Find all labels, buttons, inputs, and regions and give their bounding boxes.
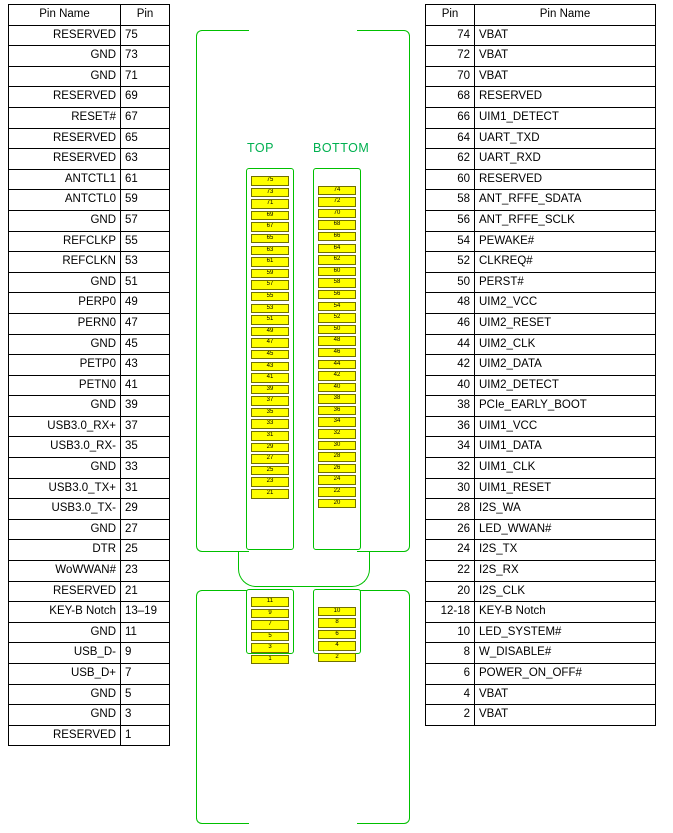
pad-column-top-main	[251, 176, 289, 501]
connector-pad: 5	[251, 632, 289, 642]
table-row	[9, 313, 170, 334]
connector-pad: 74	[318, 186, 356, 196]
connector-pad: 75	[251, 176, 289, 186]
table-row	[9, 46, 170, 67]
table-row	[9, 66, 170, 87]
table-row	[9, 396, 170, 417]
pin-name-cell: USB3.0_TX-	[9, 499, 121, 520]
connector-pad: 48	[318, 336, 356, 346]
pin-number-cell: 1	[121, 725, 170, 746]
connector-pad: 61	[251, 257, 289, 267]
connector-pad: 41	[251, 373, 289, 383]
pin-name-cell: I2S_RX	[475, 561, 656, 582]
pin-name-cell: UIM2_CLK	[475, 334, 656, 355]
connector-pad: 55	[251, 292, 289, 302]
table-row	[9, 622, 170, 643]
connector-pad: 22	[318, 487, 356, 497]
table-row	[426, 437, 656, 458]
table-row	[426, 87, 656, 108]
table-row	[9, 190, 170, 211]
pin-number-cell: 35	[121, 437, 170, 458]
pin-number-cell: 2	[426, 705, 475, 726]
table-row	[9, 169, 170, 190]
right-pin-table	[425, 4, 656, 726]
pin-name-cell: GND	[9, 66, 121, 87]
table-row	[9, 25, 170, 46]
pin-name-cell: POWER_ON_OFF#	[475, 664, 656, 685]
pin-name-cell: I2S_CLK	[475, 581, 656, 602]
table-row	[9, 458, 170, 479]
pin-number-cell: 70	[426, 66, 475, 87]
pin-number-cell: 22	[426, 561, 475, 582]
table-row	[426, 128, 656, 149]
table-row	[9, 705, 170, 726]
table-row	[9, 602, 170, 623]
pin-number-cell: 64	[426, 128, 475, 149]
pin-name-cell: GND	[9, 334, 121, 355]
pin-number-cell: 62	[426, 149, 475, 170]
table-row	[426, 25, 656, 46]
connector-pad: 4	[318, 641, 356, 651]
connector-pad: 10	[318, 607, 356, 617]
connector-pad: 64	[318, 244, 356, 254]
pin-number-cell: 37	[121, 416, 170, 437]
pin-number-cell: 49	[121, 293, 170, 314]
table-row	[426, 375, 656, 396]
pin-name-cell: RESERVED	[9, 581, 121, 602]
table-row	[426, 478, 656, 499]
pin-name-cell: PCIe_EARLY_BOOT	[475, 396, 656, 417]
table-row	[426, 149, 656, 170]
connector-pad: 70	[318, 209, 356, 219]
pin-number-cell: 51	[121, 272, 170, 293]
pin-number-cell: 61	[121, 169, 170, 190]
connector-pad: 36	[318, 406, 356, 416]
table-row	[426, 458, 656, 479]
connector-pad: 54	[318, 302, 356, 312]
table-row	[426, 46, 656, 67]
pin-name-cell: UIM2_RESET	[475, 313, 656, 334]
pin-name-cell: ANT_RFFE_SDATA	[475, 190, 656, 211]
pin-name-cell: UIM1_DETECT	[475, 107, 656, 128]
connector-pad: 25	[251, 466, 289, 476]
pin-name-cell: GND	[9, 46, 121, 67]
connector-pad: 37	[251, 396, 289, 406]
pin-name-cell: VBAT	[475, 705, 656, 726]
pin-number-cell: 65	[121, 128, 170, 149]
connector-pad: 62	[318, 255, 356, 265]
pin-number-cell: 69	[121, 87, 170, 108]
connector-pad: 66	[318, 232, 356, 242]
pin-name-cell: REFCLKP	[9, 231, 121, 252]
pin-name-cell: GND	[9, 684, 121, 705]
label-top-side: TOP	[247, 141, 274, 155]
pin-name-cell: UIM2_VCC	[475, 293, 656, 314]
connector-pad: 45	[251, 350, 289, 360]
pin-name-cell: VBAT	[475, 46, 656, 67]
pin-name-cell: LED_WWAN#	[475, 519, 656, 540]
pin-number-cell: 45	[121, 334, 170, 355]
table-row	[426, 684, 656, 705]
pin-name-cell: ANTCTL1	[9, 169, 121, 190]
connector-pad: 57	[251, 280, 289, 290]
table-row	[9, 149, 170, 170]
connector-pad: 43	[251, 362, 289, 372]
table-row	[9, 107, 170, 128]
pin-name-cell: USB3.0_TX+	[9, 478, 121, 499]
pin-number-cell: 38	[426, 396, 475, 417]
connector-pad: 63	[251, 246, 289, 256]
pin-number-cell: 9	[121, 643, 170, 664]
pin-name-cell: RESERVED	[9, 149, 121, 170]
pin-name-cell: RESERVED	[475, 87, 656, 108]
table-header-row	[426, 5, 656, 26]
connector-pad: 23	[251, 477, 289, 487]
pin-name-cell: CLKREQ#	[475, 252, 656, 273]
pin-name-cell: PERP0	[9, 293, 121, 314]
pin-name-cell: PERST#	[475, 272, 656, 293]
pin-number-cell: 5	[121, 684, 170, 705]
connector-pad: 38	[318, 394, 356, 404]
pin-number-cell: 3	[121, 705, 170, 726]
pin-number-cell: 23	[121, 561, 170, 582]
table-row	[426, 169, 656, 190]
connector-pad: 6	[318, 630, 356, 640]
connector-pad: 30	[318, 441, 356, 451]
pin-number-cell: 10	[426, 622, 475, 643]
connector-pad: 49	[251, 327, 289, 337]
pin-number-cell: 42	[426, 355, 475, 376]
table-row	[426, 561, 656, 582]
pin-number-cell: 71	[121, 66, 170, 87]
column-header-pin-name: Pin Name	[9, 5, 121, 26]
pin-number-cell: 74	[426, 25, 475, 46]
pin-name-cell: LED_SYSTEM#	[475, 622, 656, 643]
connector-pad: 58	[318, 278, 356, 288]
pin-name-cell: GND	[9, 210, 121, 231]
connector-pad: 1	[251, 655, 289, 665]
pin-number-cell: 25	[121, 540, 170, 561]
pin-name-cell: VBAT	[475, 25, 656, 46]
connector-pad: 44	[318, 360, 356, 370]
label-bottom-side: BOTTOM	[313, 141, 370, 155]
connector-pad: 60	[318, 267, 356, 277]
column-header-pin: Pin	[121, 5, 170, 26]
pin-number-cell: 53	[121, 252, 170, 273]
table-row	[426, 540, 656, 561]
table-row	[426, 66, 656, 87]
pin-number-cell: 39	[121, 396, 170, 417]
table-row	[9, 437, 170, 458]
pin-number-cell: 52	[426, 252, 475, 273]
connector-pad: 39	[251, 385, 289, 395]
pin-number-cell: 44	[426, 334, 475, 355]
connector-pad: 7	[251, 620, 289, 630]
table-row	[426, 313, 656, 334]
connector-pad: 72	[318, 197, 356, 207]
connector-pad: 65	[251, 234, 289, 244]
pin-number-cell: 26	[426, 519, 475, 540]
table-row	[426, 107, 656, 128]
pin-name-cell: RESERVED	[9, 725, 121, 746]
pin-name-cell: GND	[9, 705, 121, 726]
pin-name-cell: VBAT	[475, 66, 656, 87]
table-row	[426, 252, 656, 273]
connector-pad: 40	[318, 383, 356, 393]
pin-number-cell: 6	[426, 664, 475, 685]
pin-name-cell: ANT_RFFE_SCLK	[475, 210, 656, 231]
pin-number-cell: 40	[426, 375, 475, 396]
pin-number-cell: 32	[426, 458, 475, 479]
connector-pad: 51	[251, 315, 289, 325]
pin-name-cell: RESERVED	[475, 169, 656, 190]
connector-pad: 56	[318, 290, 356, 300]
table-row	[426, 499, 656, 520]
pin-name-cell: UIM1_VCC	[475, 416, 656, 437]
connector-pad: 27	[251, 454, 289, 464]
pin-number-cell: 30	[426, 478, 475, 499]
table-row	[9, 87, 170, 108]
pin-name-cell: GND	[9, 272, 121, 293]
pin-name-cell: RESET#	[9, 107, 121, 128]
table-row	[9, 499, 170, 520]
pin-number-cell: 46	[426, 313, 475, 334]
pad-column-bottom-main	[318, 176, 356, 510]
pin-name-cell: ANTCTL0	[9, 190, 121, 211]
table-row	[9, 210, 170, 231]
table-row	[426, 602, 656, 623]
table-row	[9, 684, 170, 705]
pin-number-cell: 12-18	[426, 602, 475, 623]
pin-number-cell: 57	[121, 210, 170, 231]
pin-name-cell: W_DISABLE#	[475, 643, 656, 664]
pin-number-cell: 33	[121, 458, 170, 479]
pad-column-bottom-small	[318, 597, 356, 665]
pin-name-cell: I2S_TX	[475, 540, 656, 561]
pin-number-cell: 75	[121, 25, 170, 46]
connector-pad: 33	[251, 419, 289, 429]
pin-name-cell: USB3.0_RX+	[9, 416, 121, 437]
pin-number-cell: 28	[426, 499, 475, 520]
connector-pad: 68	[318, 220, 356, 230]
table-row	[9, 643, 170, 664]
pin-number-cell: 56	[426, 210, 475, 231]
table-row	[9, 375, 170, 396]
pin-name-cell: UIM2_DETECT	[475, 375, 656, 396]
pin-number-cell: 47	[121, 313, 170, 334]
pin-number-cell: 36	[426, 416, 475, 437]
pin-name-cell: PERN0	[9, 313, 121, 334]
table-row	[426, 519, 656, 540]
connector-pad: 2	[318, 653, 356, 663]
connector-pad: 20	[318, 499, 356, 509]
lead-bracket-left-top	[196, 30, 249, 552]
pin-number-cell: 54	[426, 231, 475, 252]
connector-pad: 32	[318, 429, 356, 439]
pin-number-cell: 59	[121, 190, 170, 211]
table-row	[426, 705, 656, 726]
connector-pad: 71	[251, 199, 289, 209]
pin-name-cell: USB_D+	[9, 664, 121, 685]
table-row	[9, 664, 170, 685]
pin-name-cell: UIM1_DATA	[475, 437, 656, 458]
pin-number-cell: 48	[426, 293, 475, 314]
table-row	[426, 355, 656, 376]
pin-number-cell: 73	[121, 46, 170, 67]
table-row	[426, 293, 656, 314]
table-row	[9, 725, 170, 746]
pin-name-cell: REFCLKN	[9, 252, 121, 273]
table-row	[9, 416, 170, 437]
table-row	[9, 334, 170, 355]
pin-name-cell: USB_D-	[9, 643, 121, 664]
pin-number-cell: 8	[426, 643, 475, 664]
table-row	[9, 478, 170, 499]
pin-number-cell: 31	[121, 478, 170, 499]
connector-pad: 46	[318, 348, 356, 358]
pin-number-cell: 20	[426, 581, 475, 602]
table-row	[426, 622, 656, 643]
connector-pad: 53	[251, 304, 289, 314]
table-row	[426, 664, 656, 685]
connector-pad: 29	[251, 443, 289, 453]
connector-pad: 35	[251, 408, 289, 418]
pin-number-cell: 4	[426, 684, 475, 705]
pin-name-cell: KEY-B Notch	[9, 602, 121, 623]
column-header-pin-name: Pin Name	[475, 5, 656, 26]
connector-pad: 34	[318, 417, 356, 427]
pin-number-cell: 43	[121, 355, 170, 376]
pin-name-cell: UART_RXD	[475, 149, 656, 170]
table-row	[9, 581, 170, 602]
left-pin-table	[8, 4, 170, 746]
pin-number-cell: 58	[426, 190, 475, 211]
connector-pad: 69	[251, 211, 289, 221]
connector-pad: 24	[318, 475, 356, 485]
pin-number-cell: 63	[121, 149, 170, 170]
lead-bracket-right-top	[357, 30, 410, 552]
connector-pad: 50	[318, 325, 356, 335]
pin-name-cell: VBAT	[475, 684, 656, 705]
connector-pad: 9	[251, 609, 289, 619]
pin-number-cell: 13–19	[121, 602, 170, 623]
table-row	[9, 355, 170, 376]
table-row	[426, 210, 656, 231]
pin-number-cell: 67	[121, 107, 170, 128]
pin-name-cell: RESERVED	[9, 128, 121, 149]
pin-number-cell: 72	[426, 46, 475, 67]
table-row	[9, 561, 170, 582]
table-row	[9, 272, 170, 293]
pin-name-cell: PEWAKE#	[475, 231, 656, 252]
pin-number-cell: 27	[121, 519, 170, 540]
pin-name-cell: GND	[9, 519, 121, 540]
pin-name-cell: WoWWAN#	[9, 561, 121, 582]
pin-name-cell: GND	[9, 458, 121, 479]
table-row	[9, 293, 170, 314]
table-row	[9, 519, 170, 540]
column-header-pin: Pin	[426, 5, 475, 26]
key-notch-shape	[238, 552, 370, 587]
table-row	[9, 231, 170, 252]
pin-name-cell: UIM1_CLK	[475, 458, 656, 479]
connector-pad: 52	[318, 313, 356, 323]
pin-name-cell: USB3.0_RX-	[9, 437, 121, 458]
connector-pad: 31	[251, 431, 289, 441]
connector-pad: 28	[318, 452, 356, 462]
pin-number-cell: 55	[121, 231, 170, 252]
pin-name-cell: RESERVED	[9, 25, 121, 46]
pin-name-cell: PETN0	[9, 375, 121, 396]
pin-name-cell: UIM2_DATA	[475, 355, 656, 376]
table-row	[426, 272, 656, 293]
table-row	[426, 231, 656, 252]
pin-number-cell: 21	[121, 581, 170, 602]
pin-name-cell: I2S_WA	[475, 499, 656, 520]
connector-pad: 11	[251, 597, 289, 607]
connector-pad: 26	[318, 464, 356, 474]
table-header-row	[9, 5, 170, 26]
pad-column-top-small	[251, 597, 289, 667]
connector-pad: 67	[251, 222, 289, 232]
pin-number-cell: 24	[426, 540, 475, 561]
connector-pad: 8	[318, 618, 356, 628]
pin-number-cell: 34	[426, 437, 475, 458]
table-row	[426, 581, 656, 602]
connector-pad: 73	[251, 188, 289, 198]
connector-pad: 59	[251, 269, 289, 279]
pin-name-cell: PETP0	[9, 355, 121, 376]
lead-bracket-right-bottom	[357, 590, 410, 824]
pin-name-cell: KEY-B Notch	[475, 602, 656, 623]
pin-name-cell: DTR	[9, 540, 121, 561]
pin-number-cell: 11	[121, 622, 170, 643]
connector-pad: 47	[251, 338, 289, 348]
connector-pad: 42	[318, 371, 356, 381]
table-row	[426, 190, 656, 211]
pin-name-cell: UIM1_RESET	[475, 478, 656, 499]
pin-number-cell: 60	[426, 169, 475, 190]
table-row	[9, 540, 170, 561]
table-row	[426, 416, 656, 437]
pin-number-cell: 29	[121, 499, 170, 520]
pin-name-cell: GND	[9, 396, 121, 417]
pin-number-cell: 50	[426, 272, 475, 293]
lead-bracket-left-bottom	[196, 590, 249, 824]
connector-pad: 3	[251, 643, 289, 653]
pin-name-cell: RESERVED	[9, 87, 121, 108]
pin-number-cell: 66	[426, 107, 475, 128]
table-row	[9, 252, 170, 273]
table-row	[426, 643, 656, 664]
pin-number-cell: 7	[121, 664, 170, 685]
pin-number-cell: 41	[121, 375, 170, 396]
table-row	[426, 334, 656, 355]
table-row	[426, 396, 656, 417]
table-row	[9, 128, 170, 149]
pin-number-cell: 68	[426, 87, 475, 108]
pin-name-cell: GND	[9, 622, 121, 643]
connector-pad: 21	[251, 489, 289, 499]
pin-name-cell: UART_TXD	[475, 128, 656, 149]
